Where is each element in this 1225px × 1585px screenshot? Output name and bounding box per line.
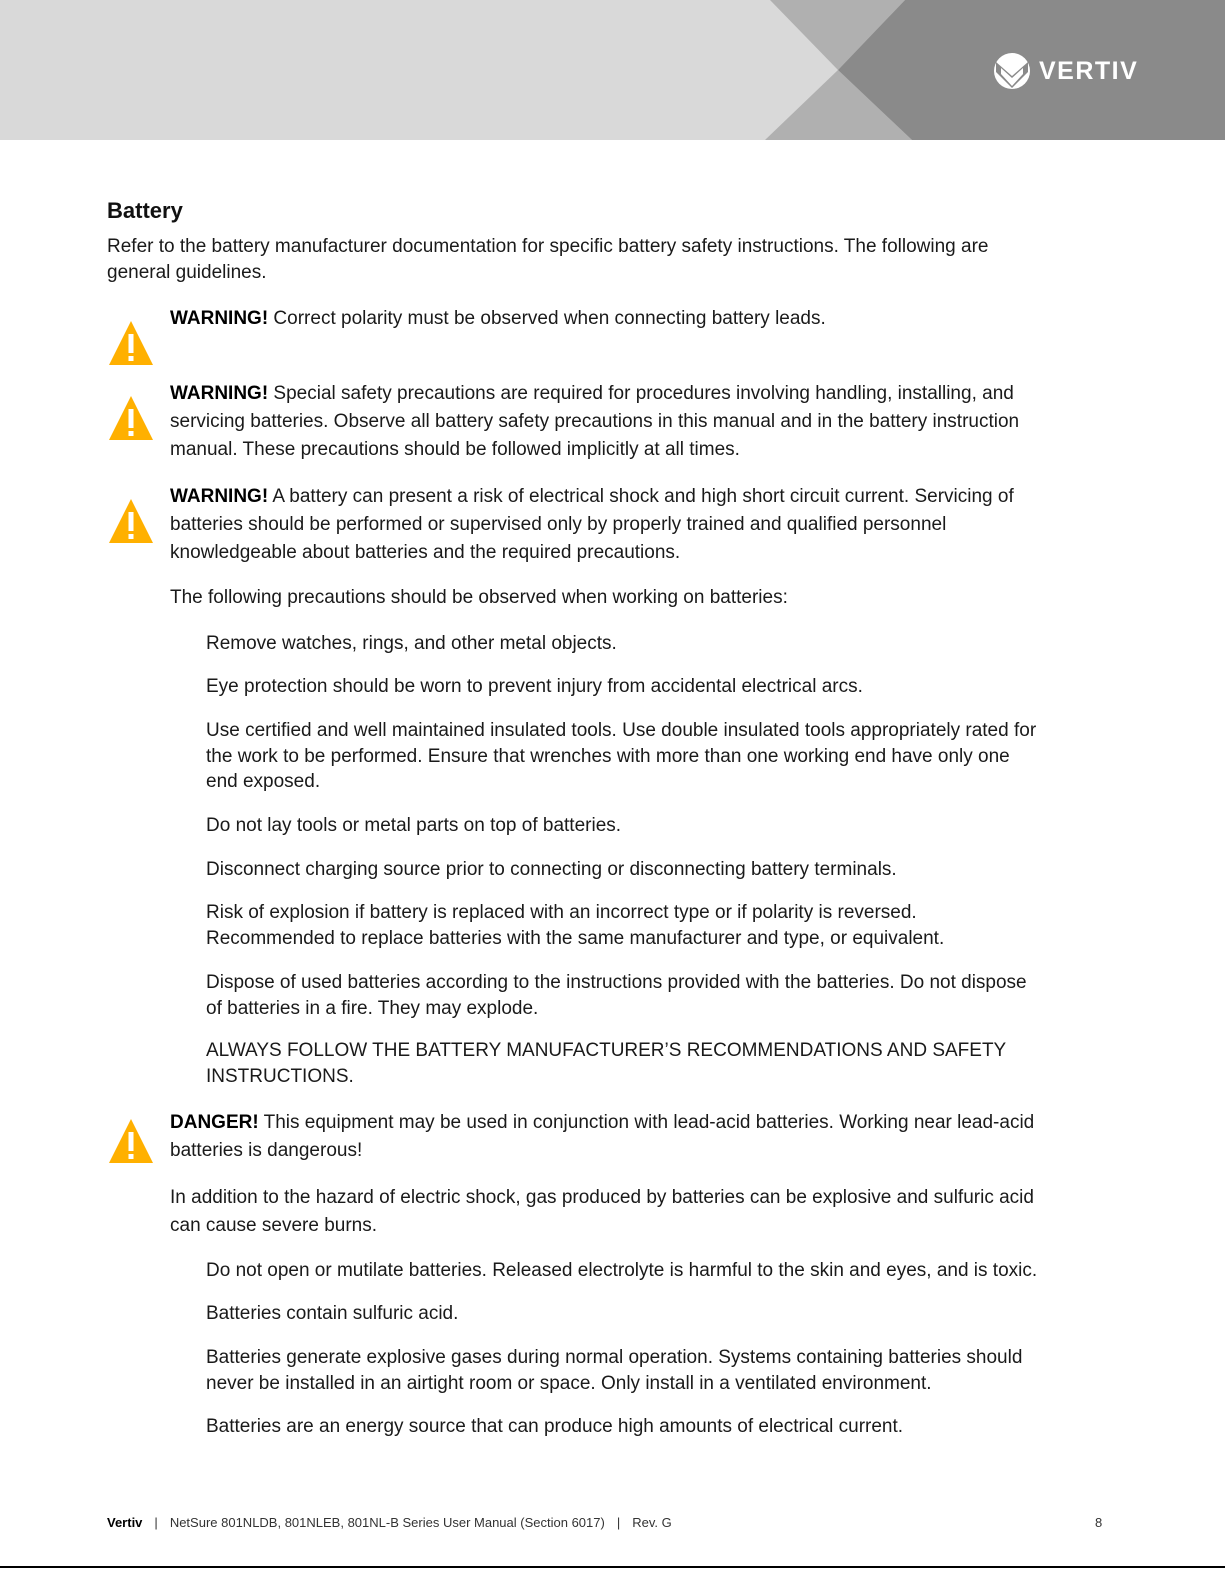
- footer-brand: Vertiv: [107, 1515, 143, 1530]
- list-item: ALWAYS FOLLOW THE BATTERY MANUFACTURER’S RECOMMENDATIONS AND SAFETY INSTRUCTIONS.: [206, 1040, 1007, 1087]
- list-item: Batteries contain sulfuric acid.: [206, 1303, 459, 1324]
- list-item: Use certified and well maintained insulated tools. Use double insulated tools appropriately rated for the work to be performed. Ensure that wrenches with more than one working end have only one end exposed.: [206, 720, 1037, 792]
- list-item: Batteries are an energy source that can produce high amounts of electrical current.: [206, 1416, 904, 1437]
- warning-triangle-icon: [108, 320, 154, 366]
- warning-2: WARNING! Special safety precautions are required for procedures involving handling, installing, and servicing batteries. Observe all battery safety precautions in this manual and in the battery instruction manual. These precautions should be followed implicitly at all times.: [170, 383, 1020, 460]
- vertiv-logo-icon: [993, 52, 1031, 90]
- warning-1: WARNING! Correct polarity must be observed when connecting battery leads.: [170, 308, 826, 329]
- list-item: Remove watches, rings, and other metal objects.: [206, 633, 617, 654]
- list-item: Eye protection should be worn to prevent injury from accidental electrical arcs.: [206, 676, 863, 697]
- footer-revision: Rev. G: [632, 1515, 672, 1530]
- warning-triangle-icon: [108, 395, 154, 441]
- list-item: Do not open or mutilate batteries. Released electrolyte is harmful to the skin and eyes, and is toxic.: [206, 1260, 1038, 1281]
- warning-3: WARNING! A battery can present a risk of electrical shock and high short circuit current. Servicing of batteries should be performed or supervised only by properly trained and qualified personnel knowledgeable about batteries and the required precautions.: [170, 486, 1014, 563]
- page-header-banner: [0, 0, 1225, 140]
- danger-notice: DANGER! This equipment may be used in conjunction with lead-acid batteries. Working near lead-acid batteries is dangerous!: [170, 1112, 1035, 1161]
- precautions-intro: The following precautions should be observed when working on batteries:: [170, 587, 788, 608]
- hazard-intro: In addition to the hazard of electric shock, gas produced by batteries can be explosive and sulfuric acid can cause severe burns.: [170, 1187, 1034, 1236]
- list-item: Batteries generate explosive gases during normal operation. Systems containing batteries should never be installed in an airtight room or space. Only install in a ventilated environment.: [206, 1347, 1023, 1394]
- list-item: Do not lay tools or metal parts on top of batteries.: [206, 815, 622, 836]
- footer-doc-title: NetSure 801NLDB, 801NLEB, 801NL-B Series User Manual (Section 6017): [169, 1515, 605, 1530]
- danger-triangle-icon: [108, 1118, 154, 1164]
- vertiv-logo-text: VERTIV: [1039, 56, 1139, 85]
- vertiv-logo: [993, 52, 1138, 90]
- page-bottom-border: [0, 1566, 1225, 1568]
- warning-triangle-icon: [108, 498, 154, 544]
- intro-paragraph: Refer to the battery manufacturer documentation for specific battery safety instructions. The following are general guidelines.: [107, 236, 989, 283]
- list-item: Dispose of used batteries according to the instructions provided with the batteries. Do not dispose of batteries in a fire. They may explode.: [206, 972, 1027, 1019]
- list-item: Disconnect charging source prior to connecting or disconnecting battery terminals.: [206, 859, 897, 880]
- page-footer: Vertiv | NetSure 801NLDB, 801NLEB, 801NL-B Series User Manual (Section 6017) | Rev. G: [107, 1515, 672, 1530]
- list-item: Risk of explosion if battery is replaced with an incorrect type or if polarity is reversed. Recommended to replace batteries with the same manufacturer and type, or equivalent.: [206, 902, 945, 949]
- section-title: Battery: [107, 198, 183, 223]
- page-number: 8: [1095, 1515, 1103, 1530]
